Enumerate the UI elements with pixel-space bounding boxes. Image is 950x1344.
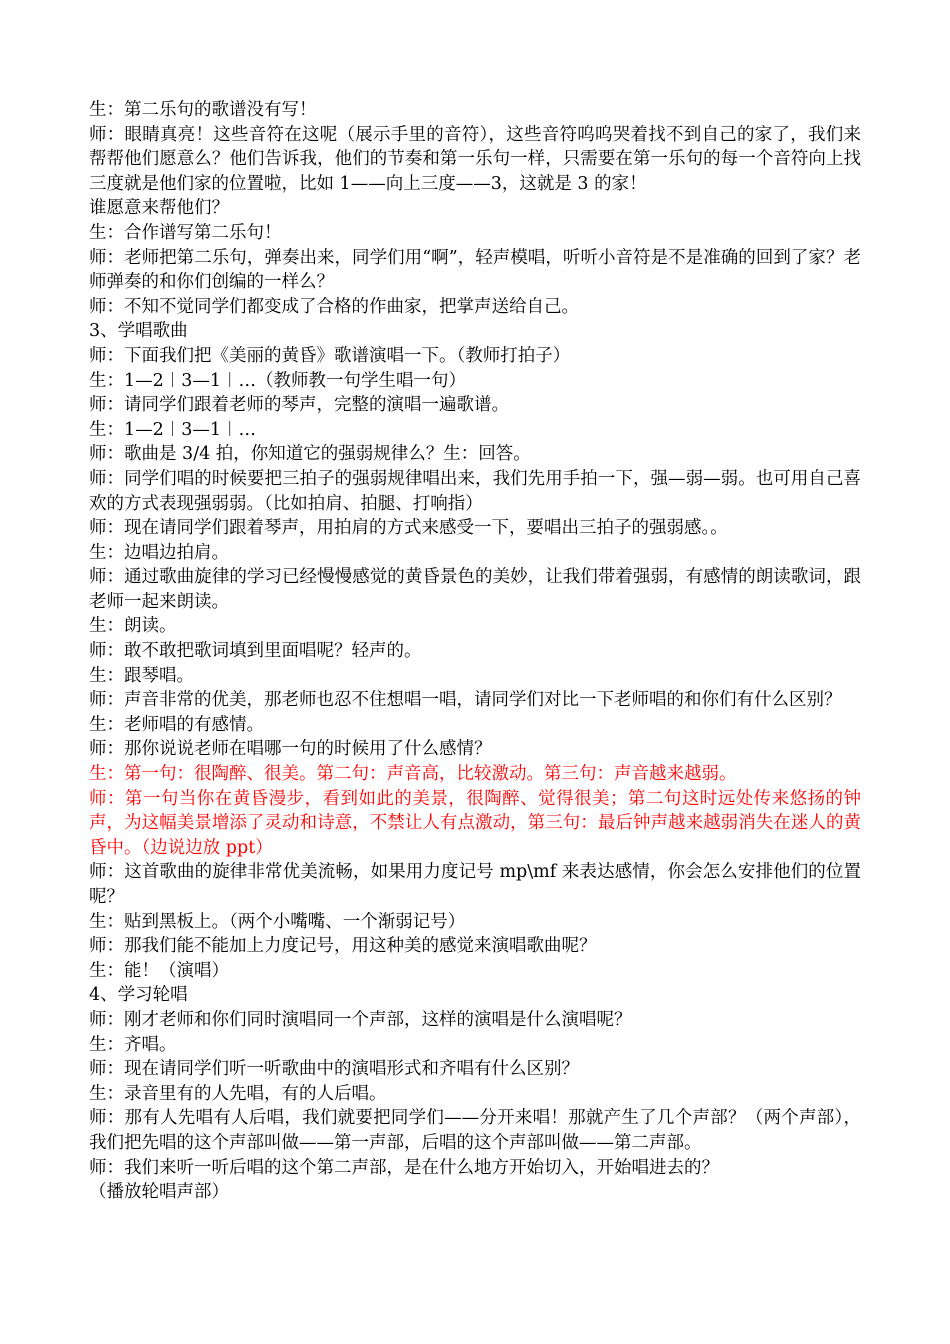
paragraph: 生：合作谱写第二乐句！ (89, 222, 282, 243)
paragraph: 师：那有人先唱有人后唱，我们就要把同学们——分开来唱！那就产生了几个声部？（两个声部），我们把先唱的这个声部叫做——第一声部，后唱的这个声部叫做——第二声部。 (89, 1108, 861, 1153)
paragraph: 师：下面我们把《美丽的黄昏》歌谱演唱一下。（教师打拍子） (89, 345, 571, 366)
paragraph: 师：刚才老师和你们同时演唱同一个声部，这样的演唱是什么演唱呢？ (89, 1009, 632, 1030)
section-heading: 3、学唱歌曲 (89, 321, 188, 342)
paragraph: 师：同学们唱的时候要把三拍子的强弱规律唱出来，我们先用手拍一下，强—弱—弱。也可用自己喜欢的方式表现强弱弱。（比如拍肩、拍腿、打响指） (89, 468, 861, 514)
paragraph: 生：贴到黑板上。（两个小嘴嘴、一个渐弱记号） (89, 911, 466, 932)
highlighted-paragraph: 生：第一句：很陶醉、很美。第二句：声音高，比较激动。第三句：声音越来越弱。 (89, 764, 737, 785)
paragraph: 师：敢不敢把歌词填到里面唱呢？轻声的。 (89, 641, 422, 662)
paragraph: 生：第二乐句的歌谱没有写！ (89, 100, 317, 120)
paragraph: 师：请同学们跟着老师的琴声，完整的演唱一遍歌谱。 (89, 395, 509, 416)
paragraph: 师：不知不觉同学们都变成了合格的作曲家，把掌声送给自己。 (89, 296, 579, 317)
paragraph: （播放轮唱声部） (89, 1182, 229, 1203)
highlighted-paragraph: 师：第一句当你在黄昏漫步，看到如此的美景，很陶醉、觉得很美；第二句这时远处传来悠扬的钟声，为这幅美景增添了灵动和诗意，不禁让人有点激动，第三句：最后钟声越来越弱消失在迷人的黄昏中。（边说边放 ppt） (89, 788, 861, 858)
paragraph: 师：那你说说老师在唱哪一句的时候用了什么感情？ (89, 739, 492, 760)
paragraph: 师：那我们能不能加上力度记号，用这种美的感觉来演唱歌曲呢？ (89, 936, 597, 957)
section-heading: 4、学习轮唱 (89, 985, 188, 1006)
paragraph: 师：通过歌曲旋律的学习已经慢慢感觉的黄昏景色的美妙，让我们带着强弱，有感情的朗读歌词，跟老师一起来朗读。 (89, 567, 861, 612)
paragraph: 师：声音非常的优美，那老师也忍不住想唱一唱，请同学们对比一下老师唱的和你们有什么区别？ (89, 690, 842, 711)
paragraph: 生：能！（演唱） (89, 960, 229, 981)
paragraph: 师：歌曲是 3/4 拍，你知道它的强弱规律么？生：回答。 (89, 444, 531, 465)
paragraph: 师：眼睛真亮！这些音符在这呢（展示手里的音符），这些音符呜呜哭着找不到自己的家了，我们来帮帮他们愿意么？他们告诉我，他们的节奏和第一乐句一样，只需要在第一乐句的每一个音符向上找三度就是他们家的位置啦，比如 1——向上三度——3，这就是 3 的家！ (89, 124, 861, 194)
paragraph: 生：边唱边拍肩。 (89, 542, 229, 563)
paragraph: 师：我们来听一听后唱的这个第二声部，是在什么地方开始切入，开始唱进去的？ (89, 1157, 719, 1178)
paragraph: 谁愿意来帮他们？ (89, 198, 229, 219)
paragraph: 生：齐唱。 (89, 1034, 177, 1055)
paragraph: 生：录音里有的人先唱，有的人后唱。 (89, 1083, 387, 1104)
paragraph: 生：1—2︱3—1︱…（教师教一句学生唱一句） (89, 370, 467, 391)
paragraph: 生：跟琴唱。 (89, 665, 194, 686)
paragraph: 生：1—2︱3—1︱… (89, 419, 257, 440)
paragraph: 师：这首歌曲的旋律非常优美流畅，如果用力度记号 mp\mf 来表达感情，你会怎么安排他们的位置呢？ (89, 862, 861, 907)
document-page (89, 98, 861, 1205)
paragraph: 师：现在请同学们听一听歌曲中的演唱形式和齐唱有什么区别？ (89, 1059, 579, 1080)
paragraph: 生：朗读。 (89, 616, 177, 637)
paragraph: 师：老师把第二乐句，弹奏出来，同学们用“啊”，轻声模唱，听听小音符是不是准确的回到了家？老师弹奏的和你们创编的一样么？ (89, 247, 861, 293)
paragraph: 生：老师唱的有感情。 (89, 714, 264, 735)
paragraph: 师：现在请同学们跟着琴声，用拍肩的方式来感受一下，要唱出三拍子的强弱感。。 (89, 518, 728, 539)
